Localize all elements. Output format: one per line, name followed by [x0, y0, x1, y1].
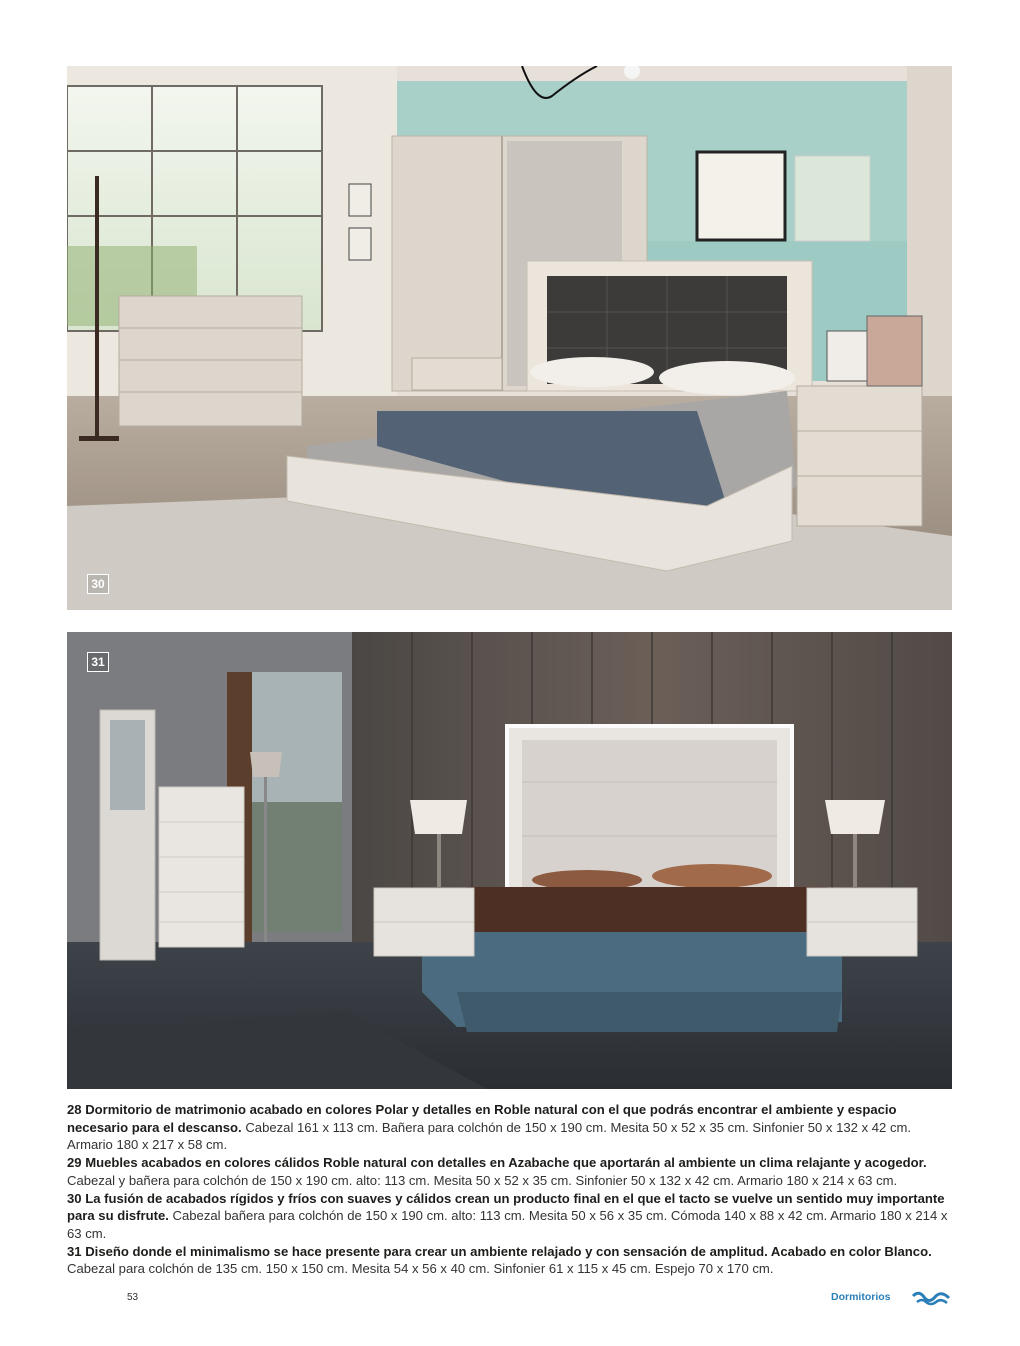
- caption-number: 30: [67, 1190, 82, 1206]
- wave-logo-icon: [911, 1290, 951, 1306]
- product-captions: [67, 1101, 957, 1278]
- caption-lead: La fusión de acabados rígidos y fríos con suaves y cálidos crean un producto final en el que el tacto se vuelve un sentido muy importante para su disfrute.: [67, 1190, 945, 1224]
- caption-lead: Dormitorio de matrimonio acabado en colores Polar y detalles en Roble natural con el que podrás encontrar el ambiente y espacio necesario para el descanso.: [67, 1102, 897, 1135]
- caption-29: [67, 1154, 957, 1189]
- figure-number-badge: 30: [87, 574, 109, 594]
- caption-lead: Muebles acabados en colores cálidos Roble natural con detalles en Azabache que aportarán al ambiente un clima relajante y acogedor.: [85, 1155, 927, 1171]
- caption-number: 28: [67, 1102, 82, 1117]
- caption-spec: Cabezal y bañera para colchón de 150 x 190 cm. alto: 113 cm. Mesita 50 x 52 x 35 cm. Sinfonier 50 x 132 x 42 cm. Armario 180 x 214 x 63 cm.: [67, 1172, 898, 1188]
- caption-31: [67, 1243, 957, 1278]
- figure-number-badge: 31: [87, 652, 109, 672]
- caption-lead: Diseño donde el minimalismo se hace presente para crear un ambiente relajado y con sensación de amplitud. Acabado en color Blanco.: [85, 1243, 932, 1259]
- page-number: 53: [127, 1292, 139, 1303]
- caption-spec: Cabezal bañera para colchón de 150 x 190 cm. alto: 113 cm. Mesita 50 x 56 x 35 cm. Cómoda 140 x 88 x 42 cm. Armario 180 x 214 x 63 cm.: [67, 1208, 948, 1241]
- caption-spec: Cabezal para colchón de 135 cm. 150 x 150 cm. Mesita 54 x 56 x 40 cm. Sinfonier 61 x 115 x 45 cm. Espejo 70 x 170 cm.: [67, 1261, 774, 1277]
- bedroom-photo-30: [67, 66, 952, 610]
- section-label: Dormitorios: [831, 1291, 891, 1303]
- caption-28: [67, 1101, 957, 1154]
- bedroom-31-illustration: [67, 632, 952, 1089]
- bedroom-photo-31: [67, 632, 952, 1089]
- bedroom-30-illustration: [67, 66, 952, 610]
- caption-number: 31: [67, 1243, 82, 1259]
- caption-number: 29: [67, 1155, 82, 1171]
- caption-spec: Cabezal 161 x 113 cm. Bañera para colchón de 150 x 190 cm. Mesita 50 x 52 x 35 cm. Sinfonier 50 x 132 x 42 cm. Armario 180 x 217 x 58 cm.: [67, 1119, 912, 1153]
- caption-30: [67, 1190, 957, 1243]
